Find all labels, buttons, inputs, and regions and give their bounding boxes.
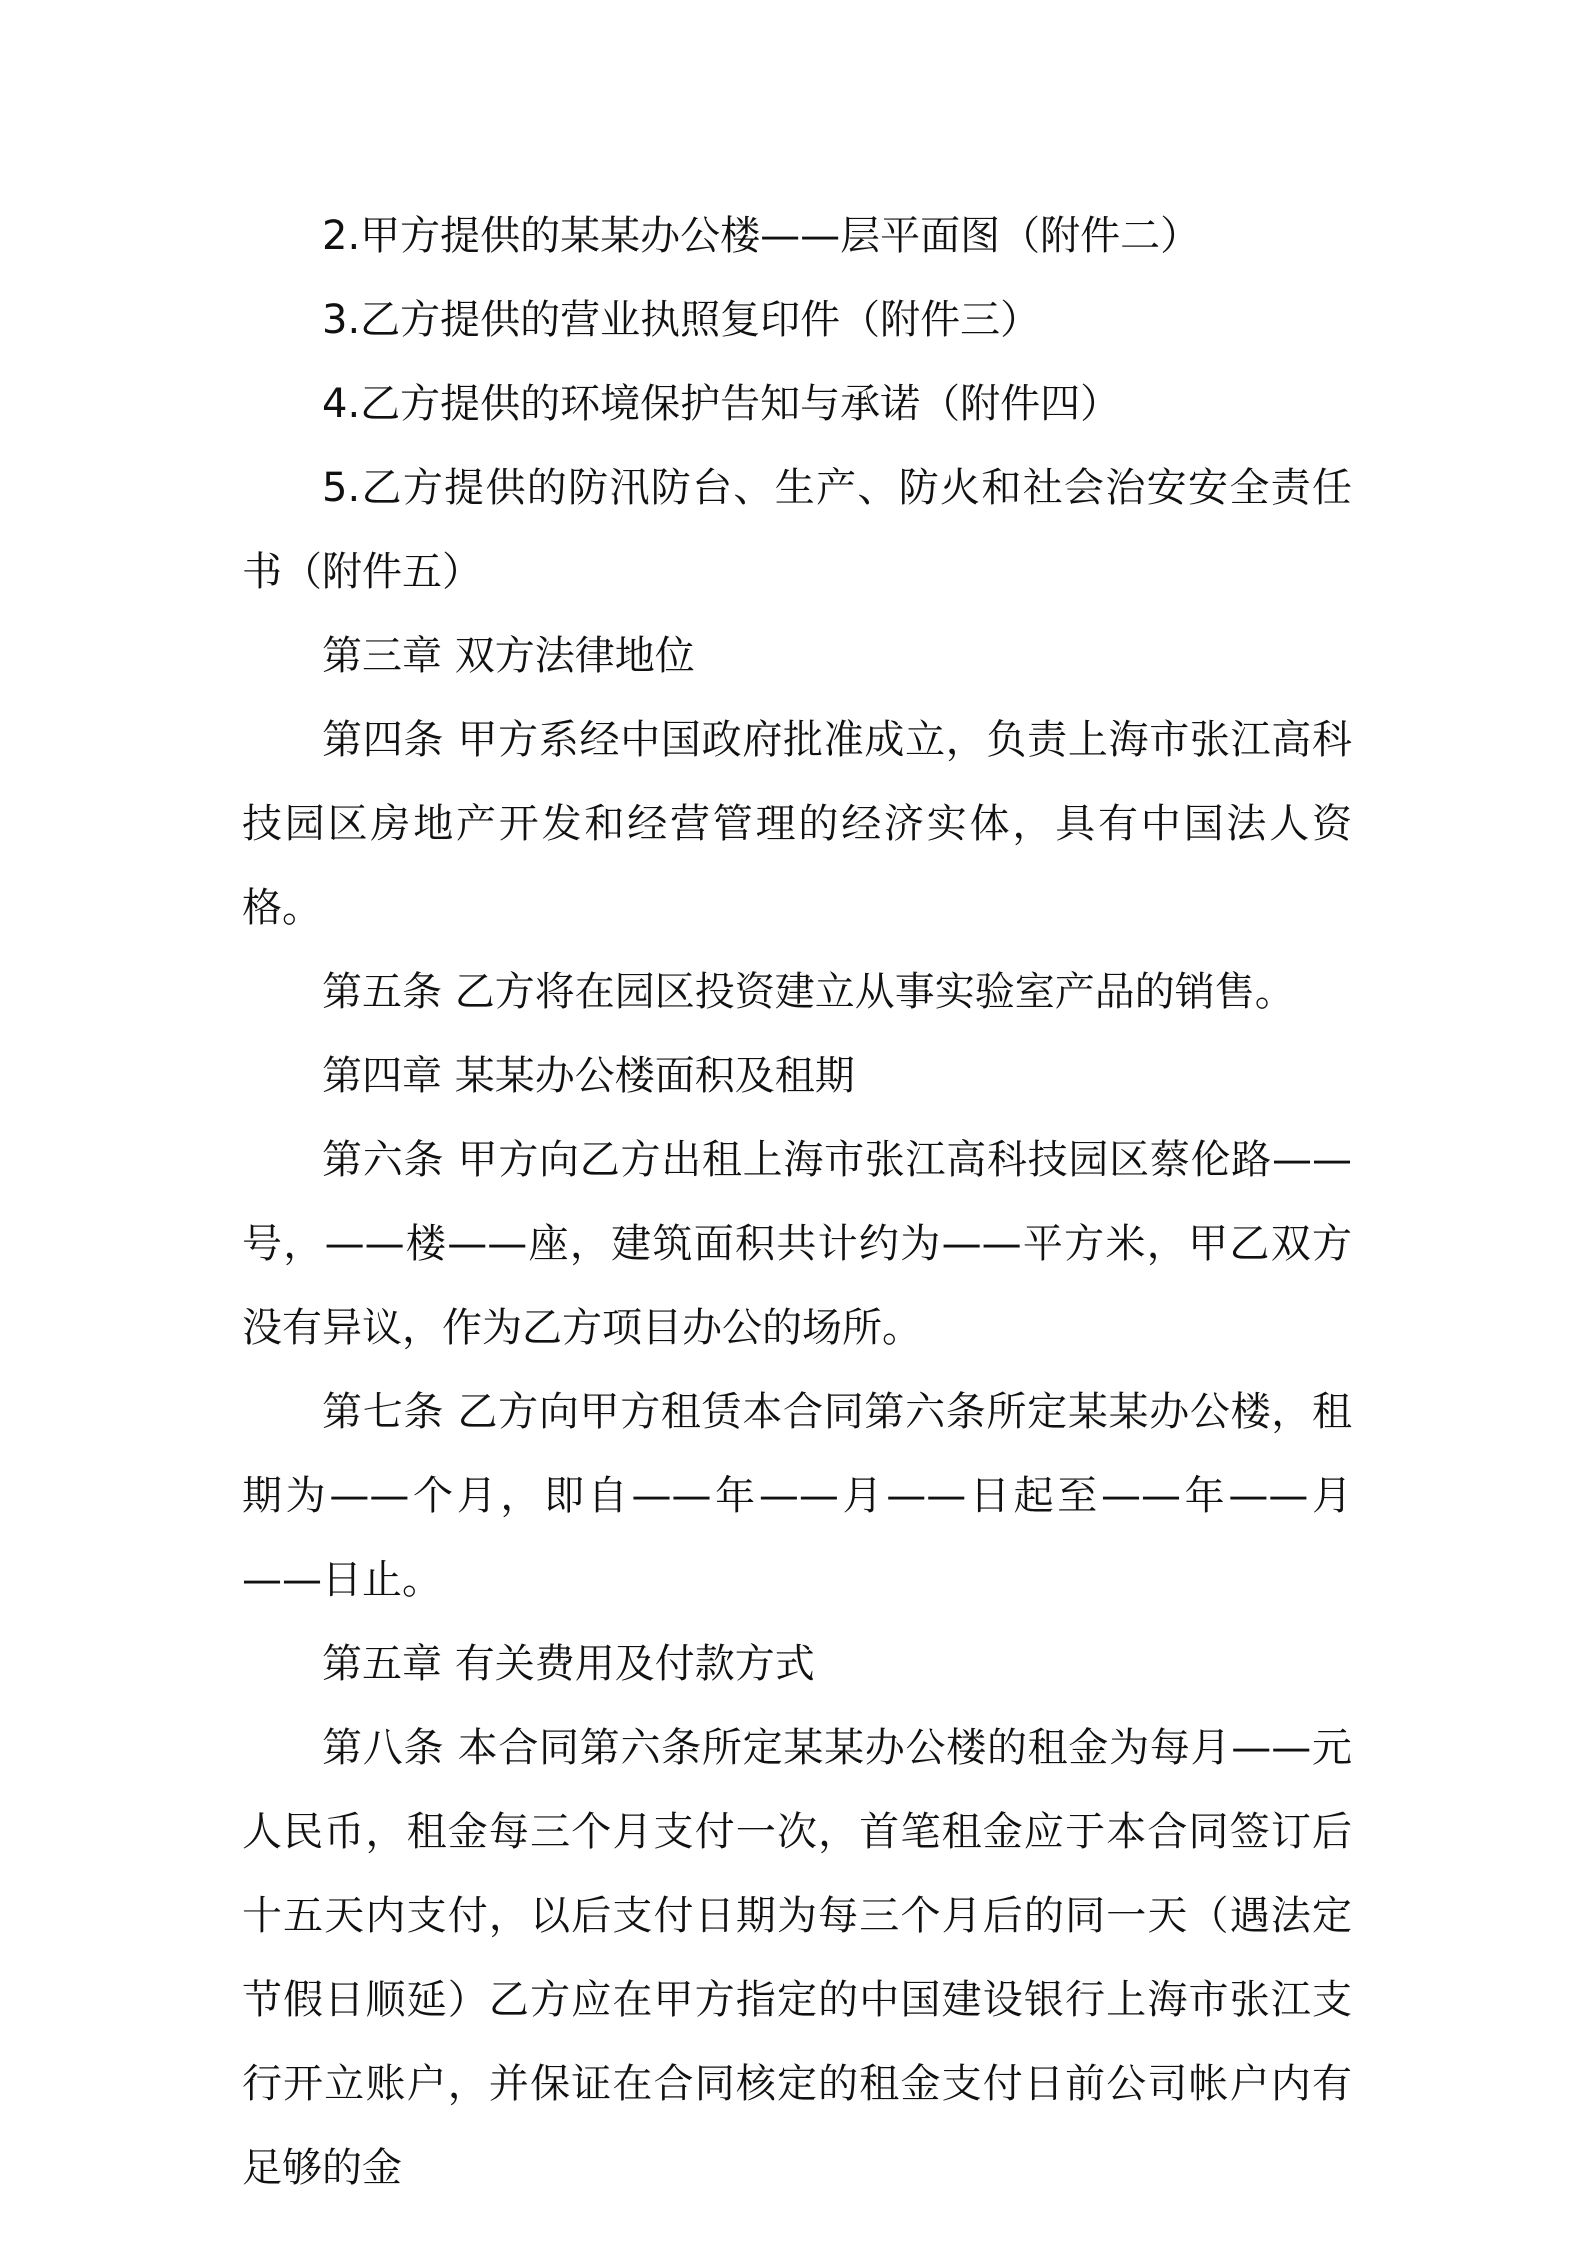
chapter-5-heading: 第五章 有关费用及付款方式 — [322, 1641, 815, 1687]
attachment-item-4: 4.乙方提供的环境保护告知与承诺（附件四） — [322, 381, 1121, 427]
chapter-3-heading: 第三章 双方法律地位 — [322, 633, 695, 679]
chapter-4-heading: 第四章 某某办公楼面积及租期 — [322, 1053, 855, 1099]
attachment-item-3: 3.乙方提供的营业执照复印件（附件三） — [322, 297, 1041, 343]
document-page — [242, 194, 1352, 2210]
article-7: 第七条 乙方向甲方租赁本合同第六条所定某某办公楼，租期为——个月，即自——年——月——日起至——年——月——日止。 — [242, 1389, 1352, 1603]
attachment-item-2: 2.甲方提供的某某办公楼——层平面图（附件二） — [322, 213, 1201, 259]
article-4: 第四条 甲方系经中国政府批准成立，负责上海市张江高科技园区房地产开发和经营管理的经济实体，具有中国法人资格。 — [242, 717, 1352, 931]
article-8: 第八条 本合同第六条所定某某办公楼的租金为每月——元人民币，租金每三个月支付一次，首笔租金应于本合同签订后十五天内支付，以后支付日期为每三个月后的同一天（遇法定节假日顺延）乙方应在甲方指定的中国建设银行上海市张江支行开立账户，并保证在合同核定的租金支付日前公司帐户内有足够的金 — [242, 1725, 1352, 2191]
article-5: 第五条 乙方将在园区投资建立从事实验室产品的销售。 — [322, 969, 1295, 1015]
attachment-item-5: 5.乙方提供的防汛防台、生产、防火和社会治安安全责任书（附件五） — [242, 465, 1352, 595]
article-6: 第六条 甲方向乙方出租上海市张江高科技园区蔡伦路——号，——楼——座，建筑面积共计约为——平方米，甲乙双方没有异议，作为乙方项目办公的场所。 — [242, 1137, 1352, 1351]
